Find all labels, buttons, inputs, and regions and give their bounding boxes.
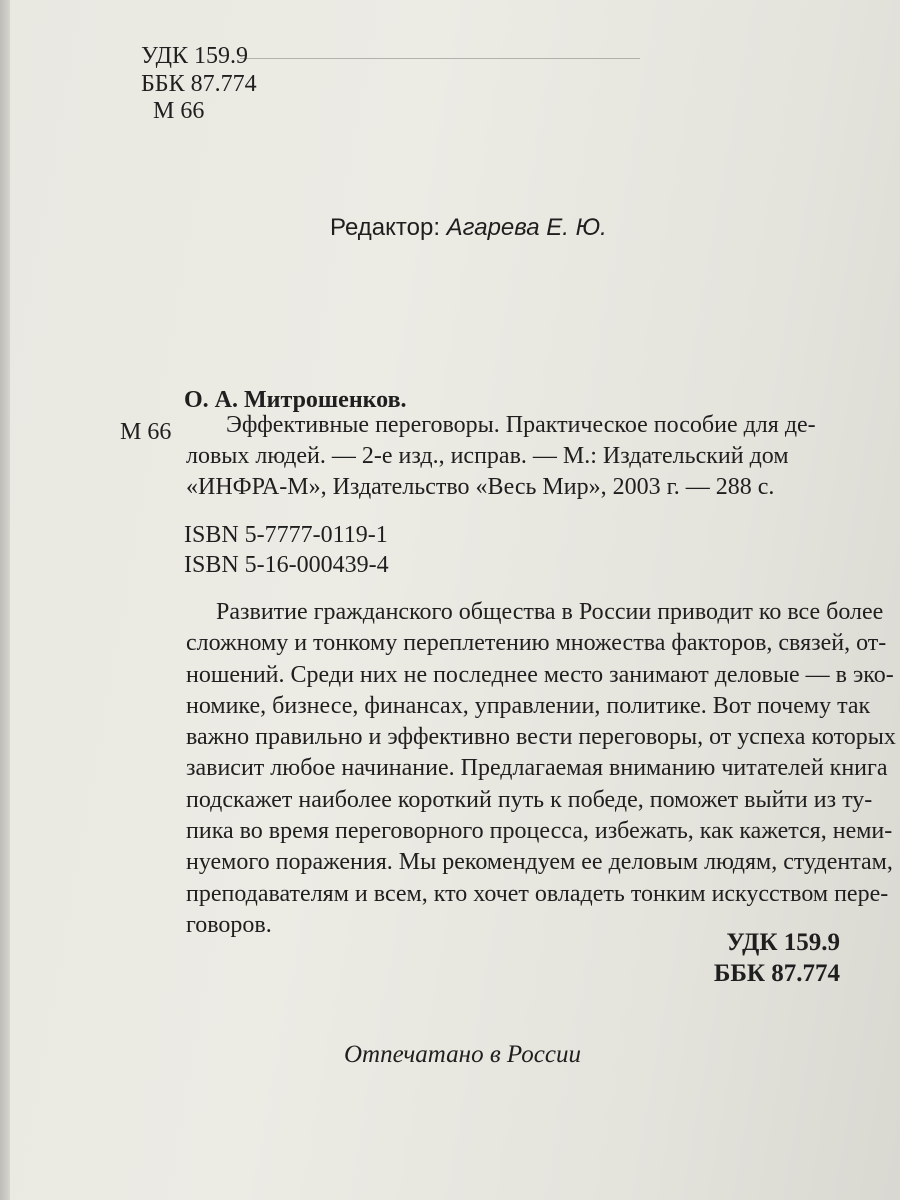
abstract-line: нуемого поражения. Мы рекомендуем ее деловым людям, студентам, [186, 849, 893, 876]
isbn-1: ISBN 5-7777-0119-1 [184, 522, 388, 548]
catalog-mark-top: М 66 [153, 98, 205, 124]
author-name: О. А. Митрошенков. [184, 387, 407, 413]
header-divider [240, 58, 640, 59]
bibliographic-description [186, 410, 816, 503]
catalog-mark-entry: М 66 [120, 419, 172, 445]
abstract-line: преподавателям и всем, кто хочет овладеть тонким искусством пере- [186, 880, 889, 907]
abstract-line: номике, бизнесе, финансах, управлении, политике. Вот почему так [186, 692, 871, 719]
printed-in-russia: Отпечатано в России [344, 1041, 581, 1068]
page-edge [0, 0, 10, 1200]
abstract-line: сложному и тонкому переплетению множества факторов, связей, от- [186, 630, 887, 657]
isbn-2: ISBN 5-16-000439-4 [184, 552, 389, 578]
editor-label: Редактор: [330, 214, 440, 241]
editor-line [330, 213, 607, 242]
abstract-line: зависит любое начинание. Предлагаемая вниманию читателей книга [186, 755, 888, 782]
abstract-line: важно правильно и эффективно вести переговоры, от успеха которых [186, 724, 896, 751]
abstract-line: ношений. Среди них не последнее место занимают деловые — в эко- [186, 661, 894, 688]
abstract-text [186, 597, 896, 941]
abstract-line: говоров. [186, 911, 272, 938]
bib-line: ловых людей. — 2-е изд., исправ. — М.: Издательский дом [186, 443, 789, 469]
udk-code-top: УДК 159.9 [141, 43, 248, 69]
abstract-line: подскажет наиболее короткий путь к победе, поможет выйти из ту- [186, 786, 873, 813]
bib-line: Эффективные переговоры. Практическое пособие для де- [226, 412, 816, 438]
bbk-code-top: ББК 87.774 [141, 71, 257, 97]
bbk-code-bottom: ББК 87.774 [713, 960, 840, 987]
editor-name: Агарева Е. Ю. [446, 214, 607, 241]
abstract-line: пика во время переговорного процесса, избежать, как кажется, неми- [186, 818, 893, 845]
bib-line: «ИНФРА-М», Издательство «Весь Мир», 2003 г. — 288 с. [186, 474, 775, 500]
abstract-line: Развитие гражданского общества в России приводит ко все более [216, 599, 884, 625]
udk-code-bottom: УДК 159.9 [726, 929, 840, 956]
